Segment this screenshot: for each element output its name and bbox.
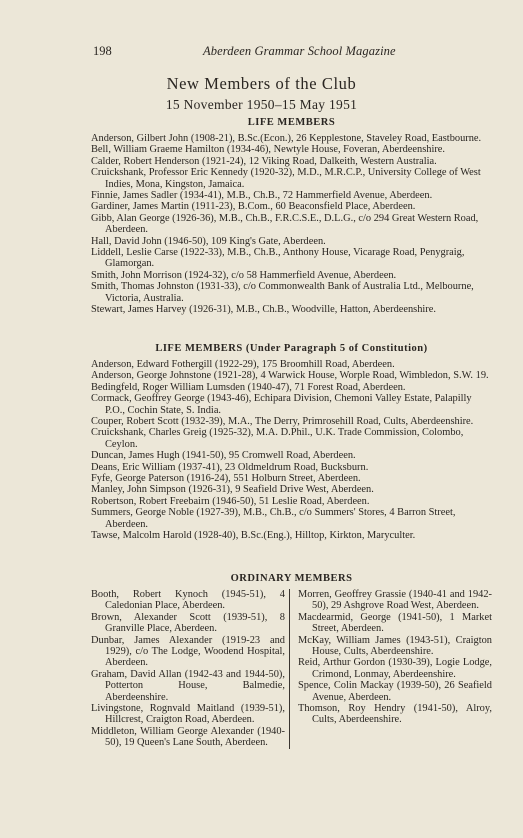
right-column bbox=[290, 589, 492, 749]
member-entry: Morren, Geoffrey Grassie (1940-41 and 1942-50), 29 Ashgrove Road West, Aberdeen. bbox=[298, 589, 492, 612]
member-entry: Duncan, James Hugh (1941-50), 95 Cromwell Road, Aberdeen. bbox=[91, 450, 356, 462]
member-entry: Cruickshank, Charles Greig (1925-32), M.A. D.Phil., U.K. Trade Commission, Colombo, Ceylon. bbox=[91, 427, 464, 450]
member-entry: Robertson, Robert Freebairn (1946-50), 51 Leslie Road, Aberdeen. bbox=[91, 495, 370, 507]
member-entry: Deans, Eric William (1937-41), 23 Oldmeldrum Road, Bucksburn. bbox=[91, 461, 369, 473]
member-entry: Hall, David John (1946-50), 109 King's Gate, Aberdeen. bbox=[91, 235, 326, 247]
member-entry: Brown, Alexander Scott (1939-51), 8 Granville Place, Aberdeen. bbox=[91, 611, 285, 635]
member-entry: Graham, David Allan (1942-43 and 1944-50), Potterton House, Balmedie, Aberdeenshire. bbox=[91, 668, 285, 703]
section-heading: LIFE MEMBERS bbox=[247, 117, 336, 128]
ordinary-members-section bbox=[91, 573, 492, 749]
member-entry: Stewart, James Harvey (1926-31), M.B., Ch.B., Woodville, Hatton, Aberdeenshire. bbox=[91, 304, 436, 316]
member-entry: Cormack, Geoffrey George (1943-46), Echipara Division, Chemoni Valley Estate, Palapilly P.O., Cochin State, S. India. bbox=[91, 393, 472, 416]
member-entry: Finnie, James Sadler (1934-41), M.B., Ch.B., 72 Hammerfield Avenue, Aberdeen. bbox=[91, 190, 433, 202]
member-entry: Middleton, William George Alexander (1940-50), 19 Queen's Lane South, Aberdeen. bbox=[91, 725, 285, 749]
member-entry: Cruickshank, Professor Eric Kennedy (1920-32), M.D., M.R.C.P., University College of West Indies, Mona, Kingston, Jamaica. bbox=[91, 167, 481, 190]
member-entry: Bell, William Graeme Hamilton (1934-46), Newtyle House, Foveran, Aberdeenshire. bbox=[91, 144, 446, 156]
member-entry: Smith, Thomas Johnston (1931-33), c/o Commonwealth Bank of Australia Ltd., Melbourne, Victoria, Australia. bbox=[91, 281, 474, 304]
member-entry: Fyfe, George Paterson (1916-24), 551 Holburn Street, Aberdeen. bbox=[91, 473, 361, 485]
member-entry: Bedingfeld, Roger William Lumsden (1940-47), 71 Forest Road, Aberdeen. bbox=[91, 381, 406, 393]
member-entry: Reid, Arthur Gordon (1930-39), Logie Lodge, Crimond, Lonmay, Aberdeenshire. bbox=[298, 657, 492, 680]
member-entry: Gardiner, James Martin (1911-23), B.Com., 60 Beaconsfield Place, Aberdeen. bbox=[91, 201, 416, 213]
journal-title: Aberdeen Grammar School Magazine bbox=[203, 44, 396, 58]
member-entry: Calder, Robert Henderson (1921-24), 12 Viking Road, Dalkeith, Western Australia. bbox=[91, 155, 437, 167]
member-entry: Macdearmid, George (1941-50), 1 Market Street, Aberdeen. bbox=[298, 611, 492, 635]
member-entry: Anderson, George Johnstone (1921-28), 4 Warwick House, Worple Road, Wimbledon, S.W. 19. bbox=[91, 370, 489, 382]
running-head bbox=[93, 44, 448, 64]
member-entry: McKay, William James (1943-51), Craigton House, Cults, Aberdeenshire. bbox=[298, 634, 492, 658]
section-heading: LIFE MEMBERS (Under Paragraph 5 of Constitution) bbox=[155, 343, 428, 354]
member-entry: Anderson, Edward Fothergill (1922-29), 175 Broomhill Road, Aberdeen. bbox=[91, 359, 395, 370]
date-range-subtitle: 15 November 1950–15 May 1951 bbox=[165, 97, 358, 112]
life-members-constitution-section bbox=[91, 343, 492, 542]
member-entry: Tawse, Malcolm Harold (1928-40), B.Sc.(Eng.), Hilltop, Kirkton, Maryculter. bbox=[91, 530, 416, 542]
member-entry: Anderson, Gilbert John (1908-21), B.Sc.(Econ.), 26 Kepplestone, Staveley Road, Eastbourne. bbox=[91, 133, 482, 144]
member-entry: Livingstone, Rognvald Maitland (1939-51), Hillcrest, Craigton Road, Aberdeen. bbox=[91, 703, 285, 726]
member-entry: Liddell, Leslie Carse (1922-33), M.B., Ch.B., Anthony House, Vicarage Road, Penygraig, Glamorgan. bbox=[91, 247, 465, 270]
member-entry: Smith, John Morrison (1924-32), c/o 58 Hammerfield Avenue, Aberdeen. bbox=[91, 269, 397, 281]
member-entry: Gibb, Alan George (1926-36), M.B., Ch.B., F.R.C.S.E., D.L.G., c/o 294 Great Western Road, Aberdeen. bbox=[91, 212, 479, 236]
member-entry: Couper, Robert Scott (1932-39), M.A., The Derry, Primrosehill Road, Cults, Aberdeenshire. bbox=[91, 416, 474, 428]
left-column bbox=[91, 589, 290, 749]
section-heading: ORDINARY MEMBERS bbox=[230, 573, 353, 584]
member-entry: Dunbar, James Alexander (1919-23 and 1929), c/o The Lodge, Woodend Hospital, Aberdeen. bbox=[91, 634, 285, 669]
page-title: New Members of the Club bbox=[166, 74, 357, 93]
member-entry: Thomson, Roy Hendry (1941-50), Alroy, Cults, Aberdeenshire. bbox=[298, 703, 492, 726]
life-members-section bbox=[91, 117, 492, 316]
member-entry: Summers, George Noble (1927-39), M.B., Ch.B., c/o Summers' Stores, 4 Barron Street, Aberdeen. bbox=[91, 507, 456, 530]
member-entry: Manley, John Simpson (1926-31), 9 Seafield Drive West, Aberdeen. bbox=[91, 484, 374, 496]
two-column-list bbox=[91, 589, 492, 749]
page-number: 198 bbox=[93, 44, 112, 58]
member-entry: Booth, Robert Kynoch (1945-51), 4 Caledonian Place, Aberdeen. bbox=[91, 589, 285, 612]
member-entry: Spence, Colin Mackay (1939-50), 26 Seafield Avenue, Aberdeen. bbox=[298, 680, 492, 703]
